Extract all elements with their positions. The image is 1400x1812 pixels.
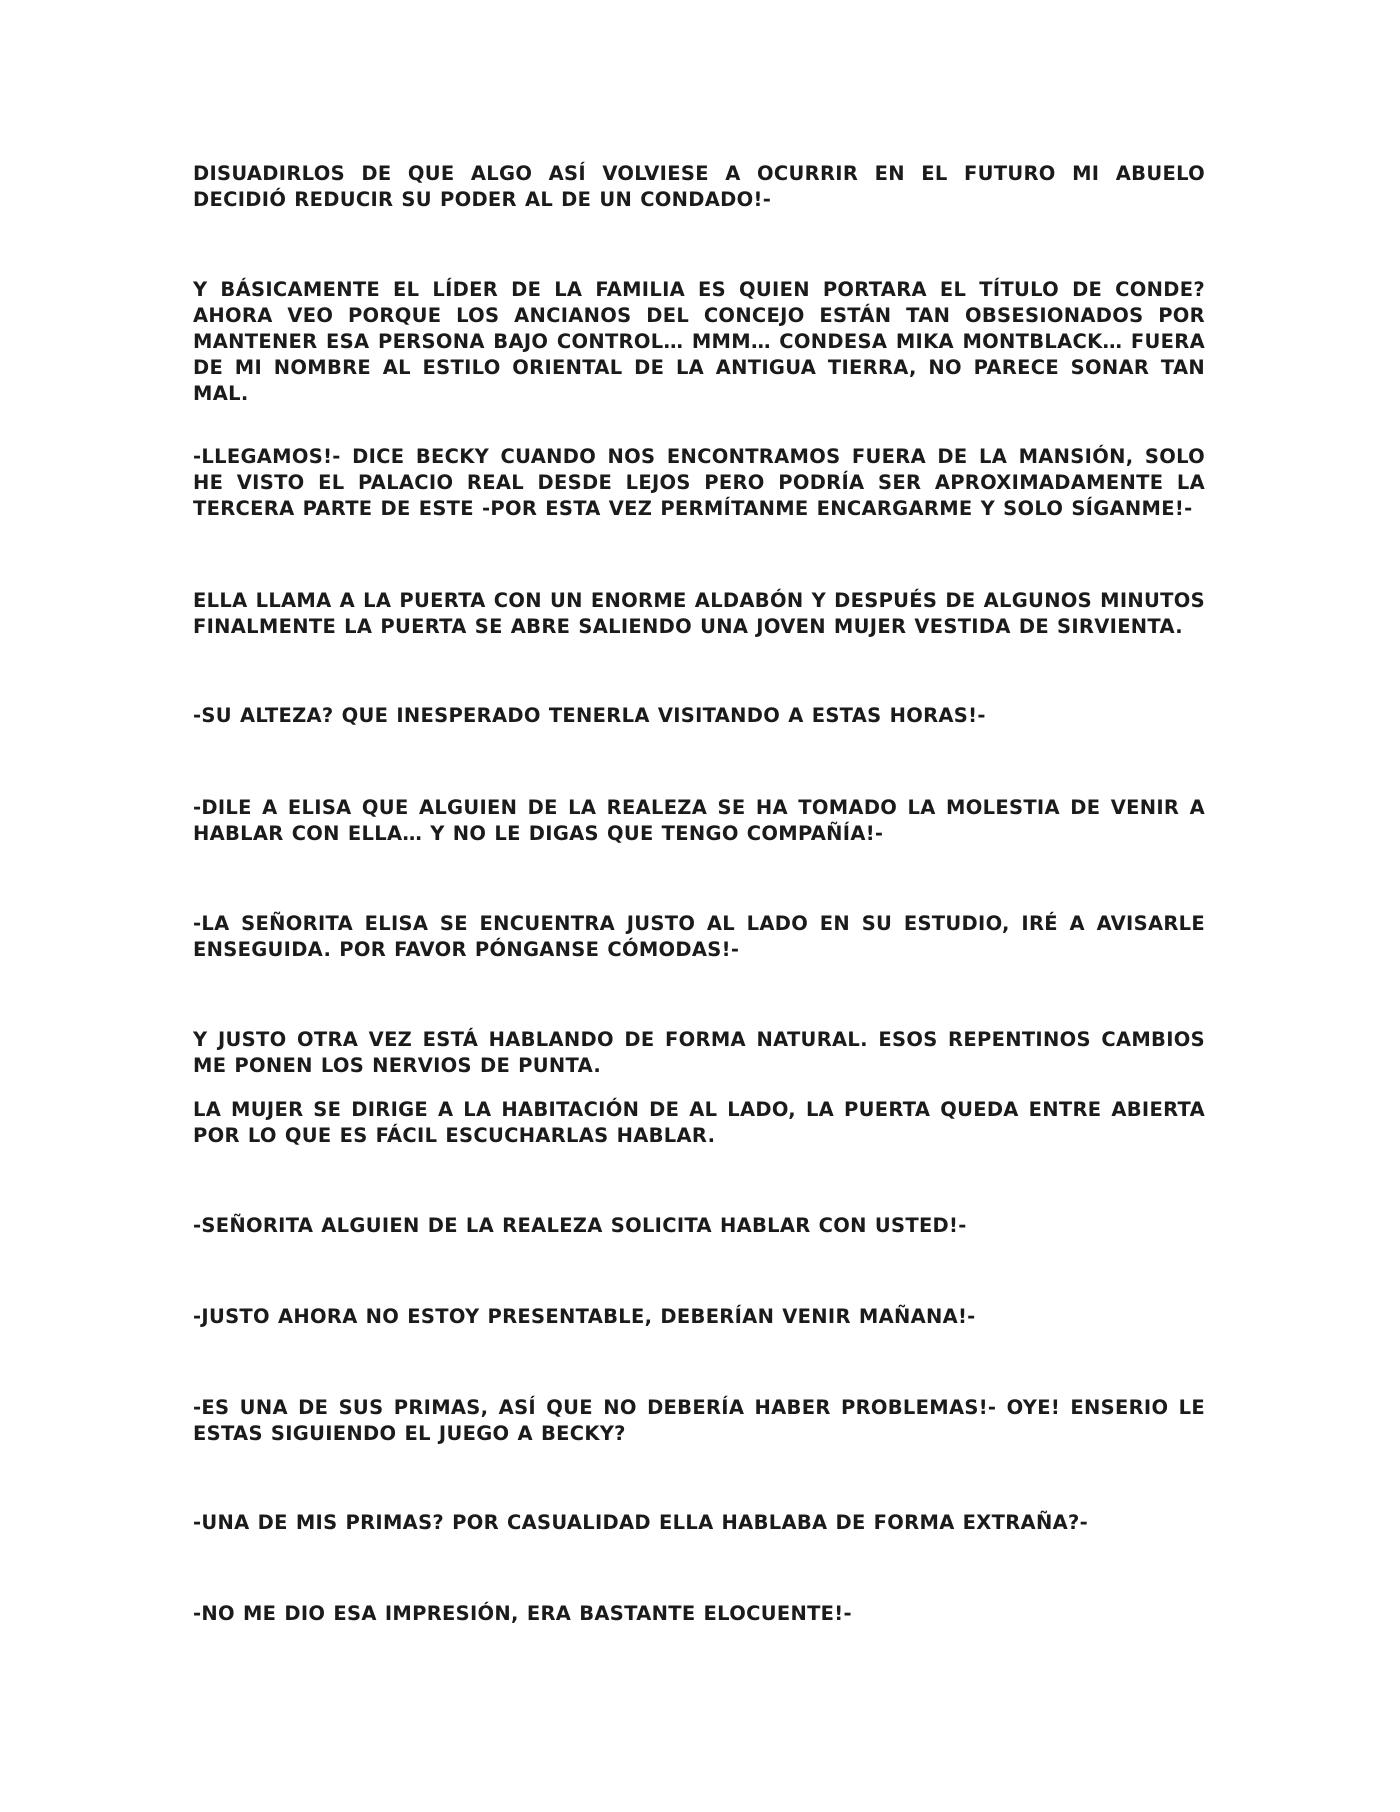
paragraph-11: -JUSTO AHORA NO ESTOY PRESENTABLE, DEBERÍAN VENIR MAÑANA!- (193, 1305, 976, 1328)
paragraph-3: -LLEGAMOS!- DICE BECKY CUANDO NOS ENCONTRAMOS FUERA DE LA MANSIÓN, SOLO HE VISTO EL PALACIO REAL DESDE LEJOS PERO PODRÍA SER APROXIMADAMENTE LA TERCERA PARTE DE ESTE -POR ESTA VEZ PERMÍTANME ENCARGARME Y SOLO SÍGANME!- (193, 445, 1205, 520)
paragraph-7: -LA SEÑORITA ELISA SE ENCUENTRA JUSTO AL LADO EN SU ESTUDIO, IRÉ A AVISARLE ENSEGUIDA. POR FAVOR PÓNGANSE CÓMODAS!- (193, 912, 1205, 961)
paragraph-2: Y BÁSICAMENTE EL LÍDER DE LA FAMILIA ES QUIEN PORTARA EL TÍTULO DE CONDE? AHORA VEO PORQUE LOS ANCIANOS DEL CONCEJO ESTÁN TAN OBSESIONADOS POR MANTENER ESA PERSONA BAJO CONTROL… MMM… CONDESA MIKA MONTBLACK… FUERA DE MI NOMBRE AL ESTILO ORIENTAL DE LA ANTIGUA TIERRA, NO PARECE SONAR TAN MAL. (193, 278, 1205, 405)
paragraph-8: Y JUSTO OTRA VEZ ESTÁ HABLANDO DE FORMA NATURAL. ESOS REPENTINOS CAMBIOS ME PONEN LOS NERVIOS DE PUNTA. (193, 1028, 1205, 1077)
paragraph-5: -SU ALTEZA? QUE INESPERADO TENERLA VISITANDO A ESTAS HORAS!- (193, 704, 986, 727)
paragraph-6: -DILE A ELISA QUE ALGUIEN DE LA REALEZA SE HA TOMADO LA MOLESTIA DE VENIR A HABLAR CON ELLA… Y NO LE DIGAS QUE TENGO COMPAÑÍA!- (193, 796, 1205, 845)
paragraph-12: -ES UNA DE SUS PRIMAS, ASÍ QUE NO DEBERÍA HABER PROBLEMAS!- OYE! ENSERIO LE ESTAS SIGUIENDO EL JUEGO A BECKY? (193, 1396, 1205, 1445)
paragraph-9: LA MUJER SE DIRIGE A LA HABITACIÓN DE AL LADO, LA PUERTA QUEDA ENTRE ABIERTA POR LO QUE ES FÁCIL ESCUCHARLAS HABLAR. (193, 1098, 1205, 1147)
paragraph-4: ELLA LLAMA A LA PUERTA CON UN ENORME ALDABÓN Y DESPUÉS DE ALGUNOS MINUTOS FINALMENTE LA PUERTA SE ABRE SALIENDO UNA JOVEN MUJER VESTIDA DE SIRVIENTA. (193, 589, 1205, 638)
paragraph-13: -UNA DE MIS PRIMAS? POR CASUALIDAD ELLA HABLABA DE FORMA EXTRAÑA?- (193, 1511, 1088, 1534)
paragraph-1: DISUADIRLOS DE QUE ALGO ASÍ VOLVIESE A OCURRIR EN EL FUTURO MI ABUELO DECIDIÓ REDUCIR SU PODER AL DE UN CONDADO!- (193, 162, 1205, 211)
paragraph-10: -SEÑORITA ALGUIEN DE LA REALEZA SOLICITA HABLAR CON USTED!- (193, 1214, 967, 1237)
paragraph-14: -NO ME DIO ESA IMPRESIÓN, ERA BASTANTE ELOCUENTE!- (193, 1602, 852, 1625)
